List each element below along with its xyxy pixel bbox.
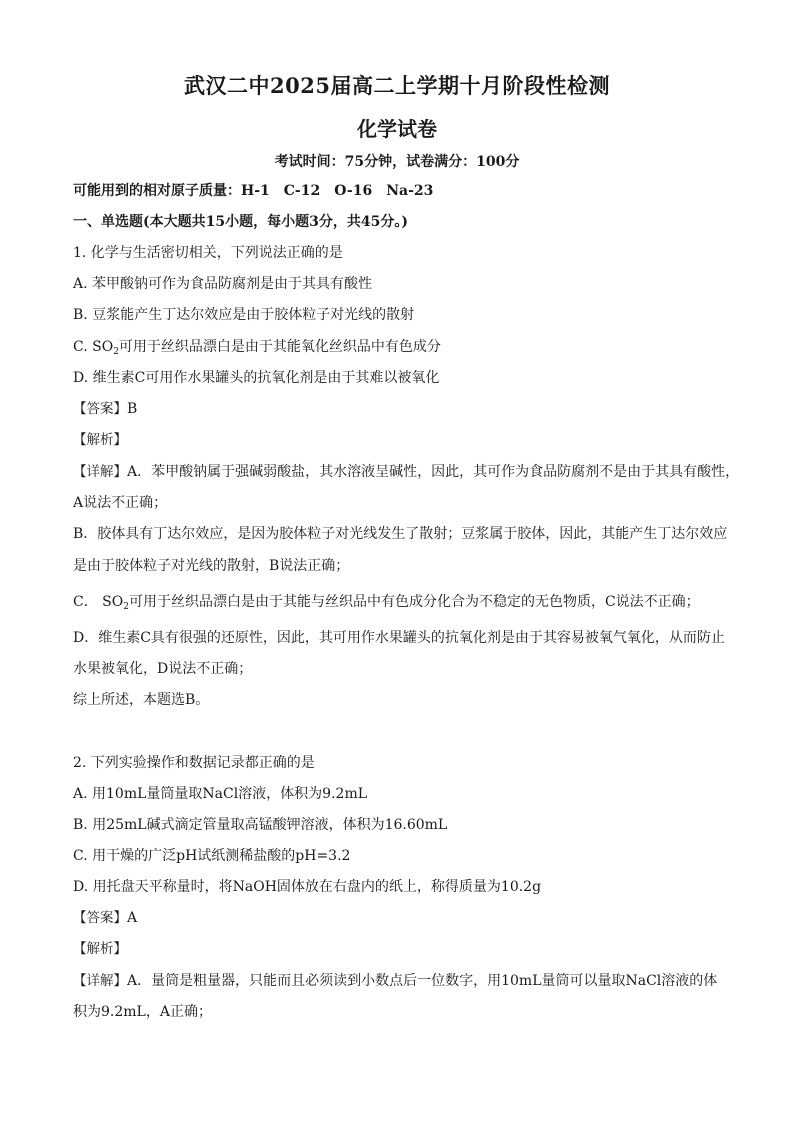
q1-detail-d1: D．维生素C具有很强的还原性，因此，其可用作水果罐头的抗氧化剂是由于其容易被氧气氧化，从而防止	[73, 630, 725, 646]
q1-detail-b2: 是由于胶体粒子对光线的散射，B说法正确；	[73, 558, 350, 574]
q2-option-a: A. 用10mL量筒量取NaCl溶液，体积为9.2mL	[73, 786, 368, 802]
q1-option-c-post: 可用于丝织品漂白是由于其能氧化丝织品中有色成分	[118, 339, 441, 355]
exam-info: 考试时间：75分钟，试卷满分：100分	[274, 154, 520, 170]
q1-option-c	[73, 337, 721, 362]
q1-detail-a1-text: A．苯甲酸钠属于强碱弱酸盐，其水溶液呈碱性，因此，其可作为食品防腐剂不是由于其具有酸性，	[127, 464, 740, 480]
q2-analysis-tag	[73, 939, 721, 959]
q1-conclusion: 综上所述，本题选B。	[73, 692, 210, 708]
q1-option-c-pre: C. SO	[73, 339, 114, 355]
q2-detail-a1-text: A．量筒是粗量器，只能而且必须读到小数点后一位数字，用10mL量筒可以量取NaCl溶液的体	[127, 973, 718, 989]
q1-detail-b1: B．胶体具有丁达尔效应，是因为胶体粒子对光线发生了散射；豆浆属于胶体，因此，其能产生丁达尔效应	[73, 526, 728, 542]
q1-detail-c-pre: C． SO	[73, 594, 124, 610]
q2-analysis-label: 【解析】	[73, 941, 127, 957]
q1-option-c-sub: 2	[113, 347, 119, 357]
q1-detail-c	[73, 592, 721, 617]
q2-detail-a1	[73, 971, 721, 991]
q1-answer	[73, 399, 721, 419]
q2-option-b: B. 用25mL碱式滴定管量取高锰酸钾溶液，体积为16.60mL	[73, 817, 448, 833]
q2-detail-tag: 【详解】	[73, 973, 127, 989]
q2-stem: 2. 下列实验操作和数据记录都正确的是	[73, 755, 315, 771]
q1-detail-d2: 水果被氧化，D说法不正确；	[73, 661, 253, 677]
q2-answer-tag: 【答案】	[73, 910, 127, 926]
q2-answer-value: A	[127, 910, 138, 926]
q1-answer-value: B	[127, 401, 138, 417]
q1-option-b: B. 豆浆能产生丁达尔效应是由于胶体粒子对光线的散射	[73, 307, 415, 323]
q1-detail-a1	[73, 462, 740, 482]
q1-detail-c-post: 可用于丝织品漂白是由于其能与丝织品中有色成分化合为不稳定的无色物质，C说法不正确；	[128, 594, 700, 610]
q2-option-d: D. 用托盘天平称量时，将NaOH固体放在右盘内的纸上，称得质量为10.2g	[73, 879, 542, 895]
q2-answer	[73, 908, 721, 928]
atomic-masses: 可能用到的相对原子质量：H-1 C-12 O-16 Na-23	[73, 183, 434, 199]
exam-subtitle: 化学试卷	[357, 117, 437, 141]
exam-title: 武汉二中2025届高二上学期十月阶段性检测	[184, 73, 610, 98]
q2-option-c: C. 用干燥的广泛pH试纸测稀盐酸的pH=3.2	[73, 848, 351, 864]
q1-detail-a2: A说法不正确；	[73, 495, 168, 511]
q1-detail-tag: 【详解】	[73, 464, 127, 480]
q1-analysis-tag	[73, 430, 721, 450]
section-title: 一、单选题(本大题共15小题，每小题3分，共45分。)	[73, 214, 408, 230]
q2-detail-a2: 积为9.2mL，A正确；	[73, 1004, 212, 1020]
q1-stem: 1. 化学与生活密切相关，下列说法正确的是	[73, 245, 343, 261]
q1-detail-c-sub: 2	[123, 602, 129, 612]
q1-analysis-label: 【解析】	[73, 432, 127, 448]
q1-answer-tag: 【答案】	[73, 401, 127, 417]
q1-option-a: A. 苯甲酸钠可作为食品防腐剂是由于其具有酸性	[73, 276, 373, 292]
q1-option-d: D. 维生素C可用作水果罐头的抗氧化剂是由于其难以被氧化	[73, 370, 440, 386]
